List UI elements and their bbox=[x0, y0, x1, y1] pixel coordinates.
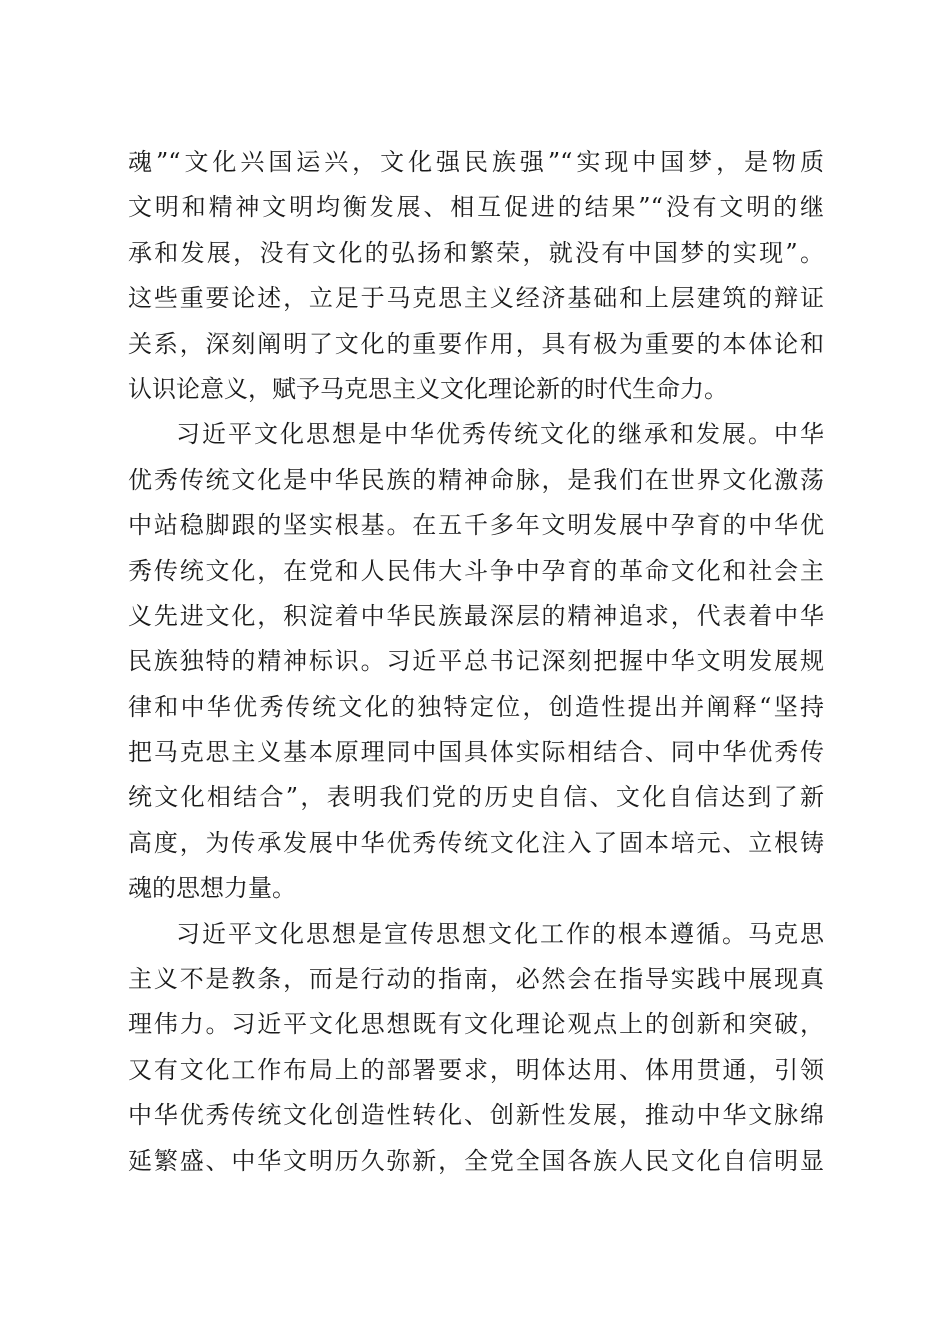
text-line: 律和中华优秀传统文化的独特定位，创造性提出并阐释“坚持 bbox=[128, 692, 824, 721]
text-line: 民族独特的精神标识。习近平总书记深刻把握中华文明发展规 bbox=[128, 647, 824, 676]
document-page bbox=[128, 140, 824, 1184]
text-line: 秀传统文化，在党和人民伟大斗争中孕育的革命文化和社会主 bbox=[128, 556, 824, 585]
text-line: 这些重要论述，立足于马克思主义经济基础和上层建筑的辩证 bbox=[128, 284, 824, 313]
text-line: 承和发展，没有文化的弘扬和繁荣，就没有中国梦的实现”。 bbox=[128, 238, 824, 267]
text-line: 优秀传统文化是中华民族的精神命脉，是我们在世界文化激荡 bbox=[128, 465, 824, 494]
text-line: 把马克思主义基本原理同中国具体实际相结合、同中华优秀传 bbox=[128, 738, 824, 767]
paragraph bbox=[128, 140, 824, 412]
text-line: 习近平文化思想是宣传思想文化工作的根本遵循。马克思 bbox=[176, 919, 824, 948]
text-line: 关系，深刻阐明了文化的重要作用，具有极为重要的本体论和 bbox=[128, 329, 824, 358]
text-line: 理伟力。习近平文化思想既有文化理论观点上的创新和突破， bbox=[128, 1010, 824, 1039]
paragraph bbox=[128, 912, 824, 1184]
text-line: 中站稳脚跟的坚实根基。在五千多年文明发展中孕育的中华优 bbox=[128, 511, 824, 540]
text-line: 文明和精神文明均衡发展、相互促进的结果”“没有文明的继 bbox=[128, 193, 824, 222]
text-line: 义先进文化，积淀着中华民族最深层的精神追求，代表着中华 bbox=[128, 601, 824, 630]
text-line: 高度，为传承发展中华优秀传统文化注入了固本培元、立根铸 bbox=[128, 828, 824, 857]
text-line: 中华优秀传统文化创造性转化、创新性发展，推动中华文脉绵 bbox=[128, 1101, 824, 1130]
text-line: 魂”“文化兴国运兴，文化强民族强”“实现中国梦，是物质 bbox=[128, 148, 824, 176]
paragraph bbox=[128, 412, 824, 911]
text-line: 魂的思想力量。 bbox=[128, 874, 296, 903]
text-line: 又有文化工作布局上的部署要求，明体达用、体用贯通，引领 bbox=[128, 1055, 824, 1084]
text-line: 认识论意义，赋予马克思主义文化理论新的时代生命力。 bbox=[128, 374, 728, 403]
text-line: 习近平文化思想是中华优秀传统文化的继承和发展。中华 bbox=[176, 420, 824, 449]
text-line: 统文化相结合”，表明我们党的历史自信、文化自信达到了新 bbox=[128, 783, 824, 812]
text-line: 延繁盛、中华文明历久弥新，全党全国各族人民文化自信明显 bbox=[128, 1146, 824, 1175]
text-line: 主义不是教条，而是行动的指南，必然会在指导实践中展现真 bbox=[128, 965, 824, 994]
